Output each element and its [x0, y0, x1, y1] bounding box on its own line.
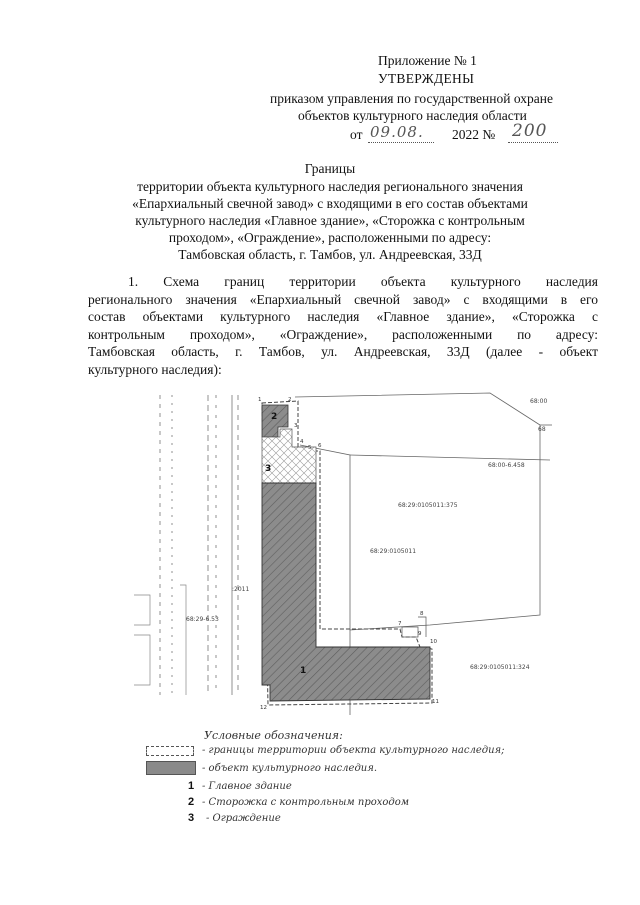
parcel-label: 68:00-6.458	[488, 462, 525, 469]
object-label-1: 1	[300, 666, 307, 676]
title-heading: Границы	[304, 161, 356, 176]
object-3-fence	[262, 429, 316, 483]
legend-boundary-swatch	[146, 746, 194, 756]
parcel-label: 68:00	[530, 398, 548, 405]
appendix-label: Приложение № 1	[378, 53, 477, 68]
point-label: 4	[300, 439, 304, 445]
point-label: 2	[288, 397, 292, 403]
paragraph-line-3: состав объектами культурного наследия «Главное здание», «Сторожка с	[88, 309, 598, 324]
paragraph-line-2: регионального значения «Епархиальный свечной завод» с входящими в его	[88, 291, 598, 307]
number-underline	[508, 142, 558, 143]
legend-desc-3: - Ограждение	[206, 813, 281, 824]
scheme-paragraph	[88, 273, 598, 378]
parcel-label: :2011	[232, 586, 250, 593]
paragraph-line-5: Тамбовская область, г. Тамбов, ул. Андреевская, 33Д (далее - объект	[88, 344, 598, 359]
legend-boundary-desc: - границы территории объекта культурного наследия;	[202, 745, 505, 756]
legend-num-1: 1	[188, 780, 195, 792]
order-line-2: объектов культурного наследия области	[298, 108, 527, 123]
legend-desc-1: - Главное здание	[202, 781, 292, 792]
paragraph-line-6: культурного наследия):	[88, 361, 222, 377]
title-line-1: территории объекта культурного наследия регионального значения	[137, 179, 523, 194]
title-line-4: проходом», «Ограждение», расположенными по адресу:	[168, 230, 492, 245]
parcel-label: 68:29-6.53	[186, 616, 219, 623]
point-label: 9	[418, 631, 422, 637]
year-number-label: 2022 №	[452, 127, 496, 142]
point-label: 8	[420, 611, 424, 617]
legend-desc-2: - Сторожка с контрольным проходом	[202, 797, 410, 808]
title-line-3: культурного наследия «Главное здание», «Сторожка с контрольным	[135, 213, 525, 228]
boundary-scheme-map	[120, 385, 560, 715]
point-label: 6	[318, 443, 322, 449]
point-label: 10	[430, 639, 437, 645]
point-label: 7	[398, 621, 402, 627]
legend-num-3: 3	[188, 812, 195, 824]
legend-num-2: 2	[188, 796, 195, 808]
point-label: 12	[260, 705, 267, 711]
object-label-2: 2	[271, 412, 278, 422]
object-label-3: 3	[265, 464, 272, 474]
approved-label: УТВЕРЖДЕНЫ	[378, 71, 475, 86]
title-line-2: «Епархиальный свечной завод» с входящими в его состав объектами	[132, 196, 528, 211]
number-handwritten: 200	[512, 121, 548, 141]
parcel-label: 68:29:0105011:324	[470, 664, 530, 671]
parcel-label: 68:29:0105011	[370, 548, 417, 555]
point-label: 1	[258, 397, 262, 403]
parcel-label: 68:29:0105011:375	[398, 502, 458, 509]
object-1-main-building	[262, 483, 430, 701]
legend-title: Условные обозначения:	[204, 729, 343, 742]
parcel-label: 68	[538, 426, 546, 433]
date-handwritten: 09.08.	[370, 123, 424, 141]
point-label: 5	[308, 445, 312, 451]
street-lines	[160, 395, 238, 695]
date-prefix: от	[350, 127, 363, 142]
legend-object-desc: - объект культурного наследия.	[202, 763, 378, 774]
paragraph-line-4: контрольным проходом», «Ограждение», расположенными по адресу:	[88, 326, 598, 342]
legend-object-swatch	[146, 761, 196, 775]
date-underline	[368, 142, 434, 143]
small-structures	[402, 617, 426, 637]
paragraph-line-1: 1. Схема границ территории объекта культурного наследия	[128, 274, 598, 289]
order-line-1: приказом управления по государственной охране	[270, 91, 553, 106]
title-line-5: Тамбовская область, г. Тамбов, ул. Андреевская, 33Д	[178, 247, 482, 262]
point-label: 3	[294, 423, 298, 429]
point-label: 11	[432, 699, 439, 705]
